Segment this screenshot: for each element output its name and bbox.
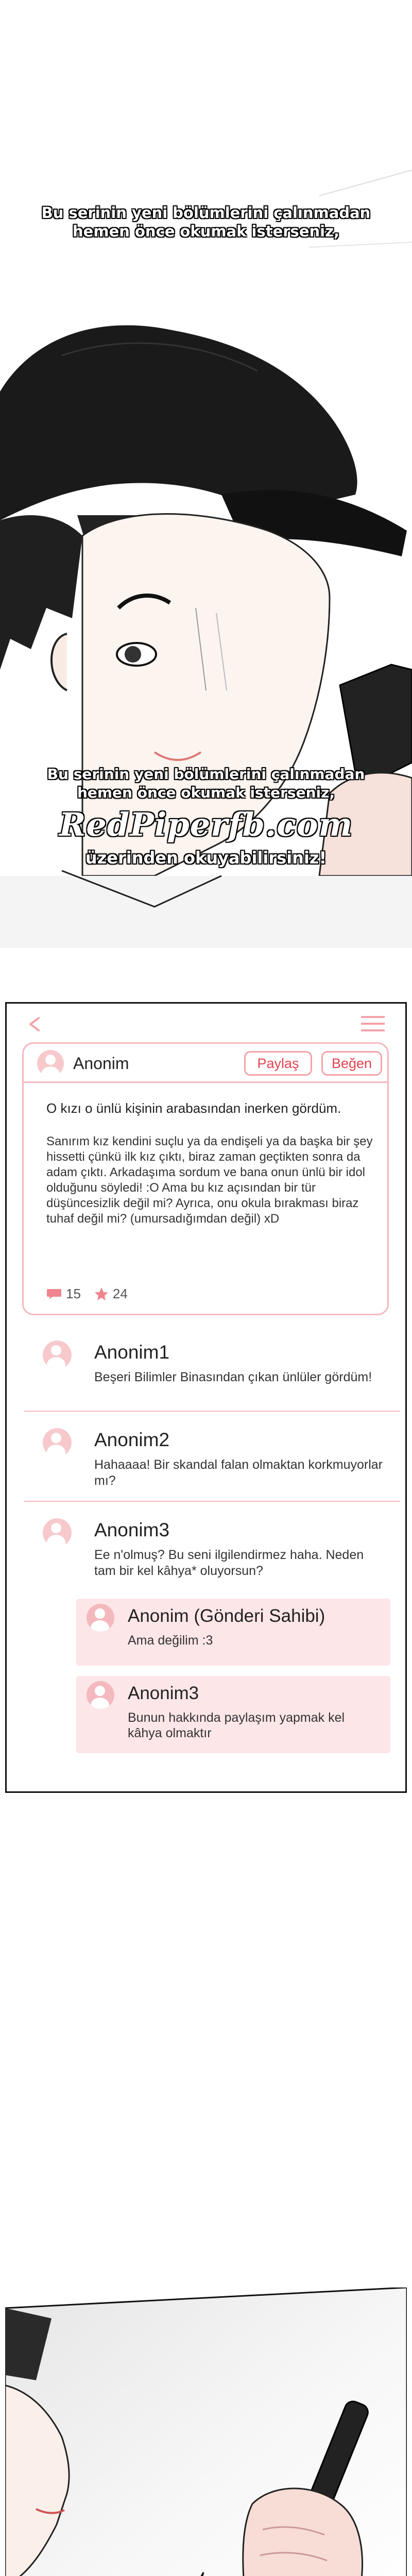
- avatar: [43, 1518, 72, 1547]
- share-button[interactable]: Paylaş: [244, 1051, 312, 1076]
- comic-panel-cap-character: [0, 0, 412, 948]
- comment-divider: [24, 1501, 400, 1502]
- reply-text: Bunun hakkında paylaşım yapmak kel kâhya olmaktır: [128, 1710, 345, 1740]
- watermark-line-3: üzerinden okuyabilirsiniz!: [85, 848, 327, 868]
- comic-panel-hand-phone: [5, 2287, 407, 2576]
- post-author: Anonim: [73, 1054, 129, 1073]
- reply-item: [76, 1676, 390, 1753]
- avatar: [87, 1604, 114, 1632]
- comment-author: Anonim3: [94, 1519, 170, 1540]
- watermark-line-2: hemen önce okumak isterseniz,: [73, 223, 339, 240]
- chevron-left-icon[interactable]: [27, 1017, 42, 1031]
- forum-post-card: [22, 1042, 389, 1315]
- avatar: [87, 1681, 114, 1709]
- avatar: [43, 1428, 72, 1457]
- comment-item: [22, 1426, 393, 1493]
- avatar: [43, 1341, 72, 1369]
- watermark-line-1: Bu serinin yeni bölümlerini çalınmadan: [41, 204, 371, 222]
- comment-stat[interactable]: [46, 1286, 81, 1302]
- watermark-url: RedPiperfb.com: [59, 806, 353, 843]
- comment-author: Anonim2: [94, 1429, 170, 1450]
- comment-item: [22, 1338, 393, 1405]
- comment-author: Anonim1: [94, 1342, 170, 1363]
- watermark-line-1-repeat: Bu serinin yeni bölümlerini çalınmadan: [47, 766, 365, 783]
- comment-divider: [24, 1411, 400, 1412]
- like-button[interactable]: Beğen: [321, 1051, 382, 1076]
- post-header: [24, 1044, 387, 1083]
- comment-text: Hahaaaa! Bir skandal falan olmaktan korkmuyorlar mı?: [94, 1458, 383, 1488]
- post-body: Sanırım kız kendini suçlu ya da endişeli ya da başka bir şey hissetti çünkü ilk kız çıktı, biraz zaman geçtikten sonra da adam çıktı. Arkadaşıma sordum ve bana onun ünlü bir idol olduğunu söyledi! :O Ama bu kız açısından bir tür düşüncesizlik değil mi? Ayrıca, onu okula bırakması biraz tuhaf değil mi? (umursadığımdan değil) xD: [46, 1134, 373, 1226]
- watermark-notice-top: [0, 204, 412, 241]
- hand-phone-illustration: [5, 2287, 407, 2576]
- phone-forum-screen: [5, 1002, 407, 1793]
- speech-bubble-icon: [46, 1288, 62, 1300]
- comment-text: Ee n'olmuş? Bu seni ilgilendirmez haha. Neden tam bir kel kâhya* oluyorsun?: [94, 1548, 364, 1578]
- comment-text: Beşeri Bilimler Binasından çıkan ünlüler gördüm!: [94, 1370, 372, 1384]
- watermark-line-2-repeat: hemen önce okumak isterseniz,: [77, 784, 335, 801]
- app-top-bar: [7, 1004, 405, 1044]
- like-count: 24: [112, 1286, 128, 1301]
- watermark-notice-bottom: [0, 765, 412, 867]
- comment-item: [22, 1516, 393, 1583]
- hamburger-menu-icon[interactable]: [361, 1016, 385, 1031]
- comment-count: 15: [66, 1286, 81, 1301]
- avatar: [37, 1050, 64, 1077]
- reply-author: Anonim3: [128, 1683, 199, 1703]
- reply-author: Anonim (Gönderi Sahibi): [128, 1606, 325, 1626]
- like-stat[interactable]: [94, 1286, 128, 1302]
- speech-bubble: [88, 2570, 319, 2576]
- post-title: O kızı o ünlü kişinin arabasından inerken gördüm.: [46, 1100, 341, 1116]
- post-stats: [46, 1286, 128, 1302]
- star-icon: [94, 1287, 109, 1301]
- reply-text: Ama değilim :3: [128, 1633, 213, 1648]
- reply-item: [76, 1599, 390, 1666]
